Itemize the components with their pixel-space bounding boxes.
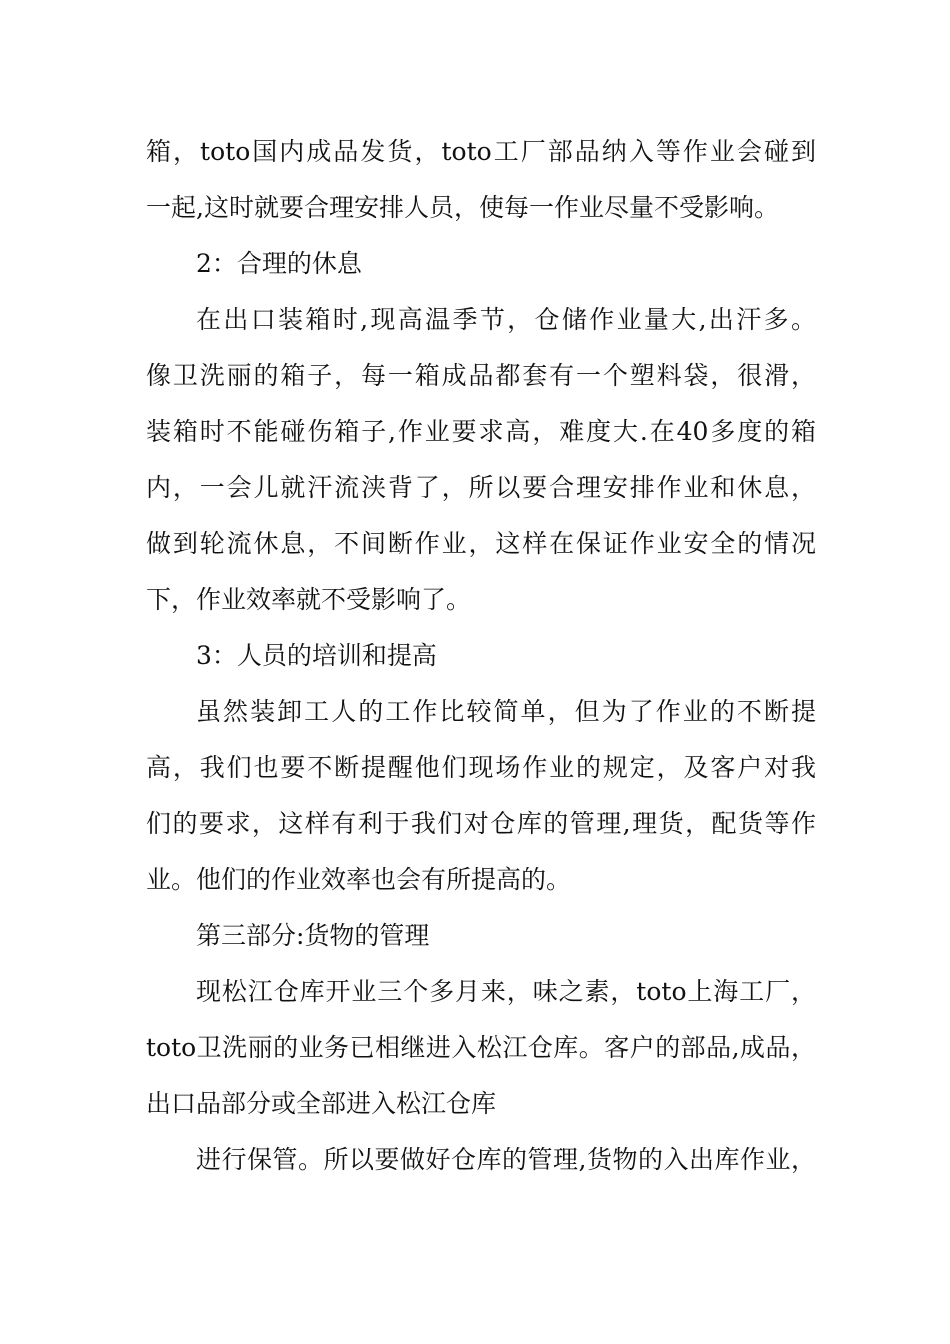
paragraph-line: 像卫洗丽的箱子，每一箱成品都套有一个塑料袋，很滑， xyxy=(146,361,816,390)
paragraph-line: 业。他们的作业效率也会有所提高的。 xyxy=(146,865,572,894)
paragraph-line: toto卫洗丽的业务已相继进入松江仓库。客户的部品,成品， xyxy=(146,1033,816,1062)
paragraph-line: 内，一会儿就汗流浃背了，所以要合理安排作业和休息， xyxy=(146,473,816,502)
paragraph-first-line: 现松江仓库开业三个多月来，味之素，toto上海工厂， xyxy=(196,977,816,1006)
paragraph-line: 出口品部分或全部进入松江仓库 xyxy=(146,1089,497,1118)
paragraph-first-line: 3：人员的培训和提高 xyxy=(196,641,437,670)
paragraph-first-line: 第三部分:货物的管理 xyxy=(196,921,430,950)
paragraph-line: 们的要求，这样有利于我们对仓库的管理,理货，配货等作 xyxy=(146,809,816,838)
paragraph-line: 高，我们也要不断提醒他们现场作业的规定，及客户对我 xyxy=(146,753,816,782)
paragraph-first-line: 虽然装卸工人的工作比较简单，但为了作业的不断提 xyxy=(196,697,816,726)
paragraph-first-line: 在出口装箱时,现高温季节，仓储作业量大,出汗多。 xyxy=(196,305,816,334)
body-text xyxy=(146,130,816,1194)
paragraph-line: 一起,这时就要合理安排人员，使每一作业尽量不受影响。 xyxy=(146,193,779,222)
paragraph-first-line: 2：合理的休息 xyxy=(196,249,362,278)
paragraph-line: 下，作业效率就不受影响了。 xyxy=(146,585,472,614)
paragraph-line: 装箱时不能碰伤箱子,作业要求高，难度大.在40多度的箱 xyxy=(146,417,816,446)
paragraph-first-line: 进行保管。所以要做好仓库的管理,货物的入出库作业， xyxy=(196,1145,816,1174)
paragraph-line: 做到轮流休息，不间断作业，这样在保证作业安全的情况 xyxy=(146,529,816,558)
paragraph-line: 箱，toto国内成品发货，toto工厂部品纳入等作业会碰到 xyxy=(146,137,816,166)
